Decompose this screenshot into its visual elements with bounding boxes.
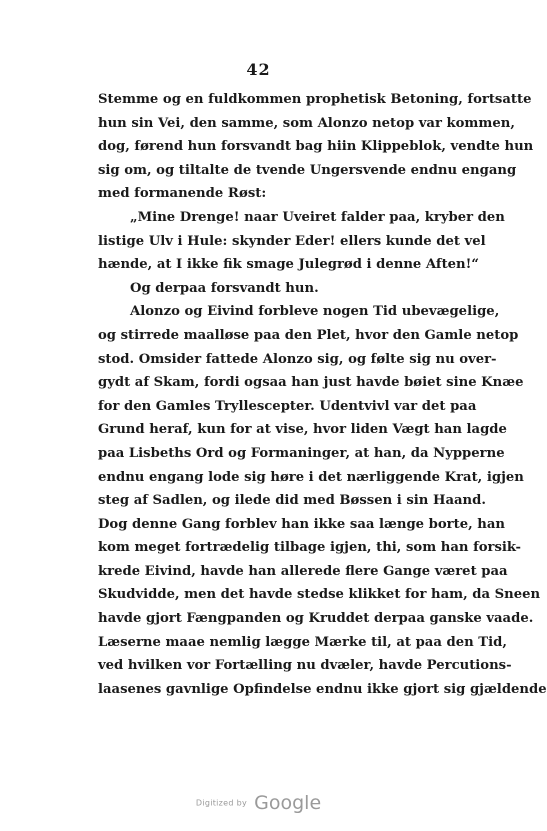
text-line: „Mine Drenge! naar Uveiret falder paa, kryber den	[130, 209, 505, 225]
text-line: Alonzo og Eivind forbleve nogen Tid ubevægelige,	[130, 304, 500, 320]
text-line: hun sin Vei, den samme, som Alonzo netop var kommen,	[98, 115, 515, 131]
text-line: paa Lisbeths Ord og Formaninger, at han, da Nypperne	[98, 445, 505, 461]
body-text	[98, 88, 547, 701]
page-number: 42	[246, 60, 271, 79]
text-line: hænde, at I ikke fik smage Julegrød i denne Aften!“	[98, 257, 480, 273]
text-line: gydt af Skam, fordi ogsaa han just havde bøiet sine Knæe	[98, 375, 524, 391]
text-line: og stirrede maalløse paa den Plet, hvor den Gamle netop	[98, 327, 519, 343]
digitized-watermark	[0, 792, 517, 814]
text-line: havde gjort Fængpanden og Kruddet derpaa ganske vaade.	[98, 611, 534, 627]
text-line: Grund heraf, kun for at vise, hvor liden Vægt han lagde	[98, 422, 507, 438]
text-line: listige Ulv i Hule: skynder Eder! ellers kunde det vel	[98, 233, 486, 249]
text-line: steg af Sadlen, og ilede did med Bøssen i sin Haand.	[98, 493, 486, 509]
text-line: laasenes gavnlige Opfindelse endnu ikke gjort sig gjældende	[98, 681, 547, 697]
text-line: dog, førend hun forsvandt bag hiin Klippeblok, vendte hun	[98, 139, 534, 155]
text-line: krede Eivind, havde han allerede flere Gange været paa	[98, 563, 508, 579]
text-line: for den Gamles Tryllescepter. Udentvivl var det paa	[98, 398, 477, 414]
google-logo: Google	[254, 792, 322, 814]
text-line: med formanende Røst:	[98, 186, 267, 202]
text-line: endnu engang lode sig høre i det nærliggende Krat, igjen	[98, 469, 524, 485]
text-line: Læserne maae nemlig lægge Mærke til, at paa den Tid,	[98, 634, 507, 650]
text-line: Og derpaa forsvandt hun.	[130, 280, 319, 296]
text-line: sig om, og tiltalte de tvende Ungersvende endnu engang	[98, 162, 517, 178]
text-line: ved hvilken vor Fortælling nu dvæler, havde Percutions-	[98, 658, 512, 674]
text-line: kom meget fortrædelig tilbage igjen, thi, som han forsik-	[98, 540, 521, 556]
digitized-label: Digitized by	[195, 798, 248, 808]
text-line: stod. Omsider fattede Alonzo sig, og følte sig nu over-	[98, 351, 497, 367]
text-line: Dog denne Gang forblev han ikke saa længe borte, han	[98, 516, 506, 532]
text-line: Stemme og en fuldkommen prophetisk Betoning, fortsatte	[98, 92, 532, 107]
text-line: Skudvidde, men det havde stedse klikket for ham, da Sneen	[98, 587, 541, 603]
